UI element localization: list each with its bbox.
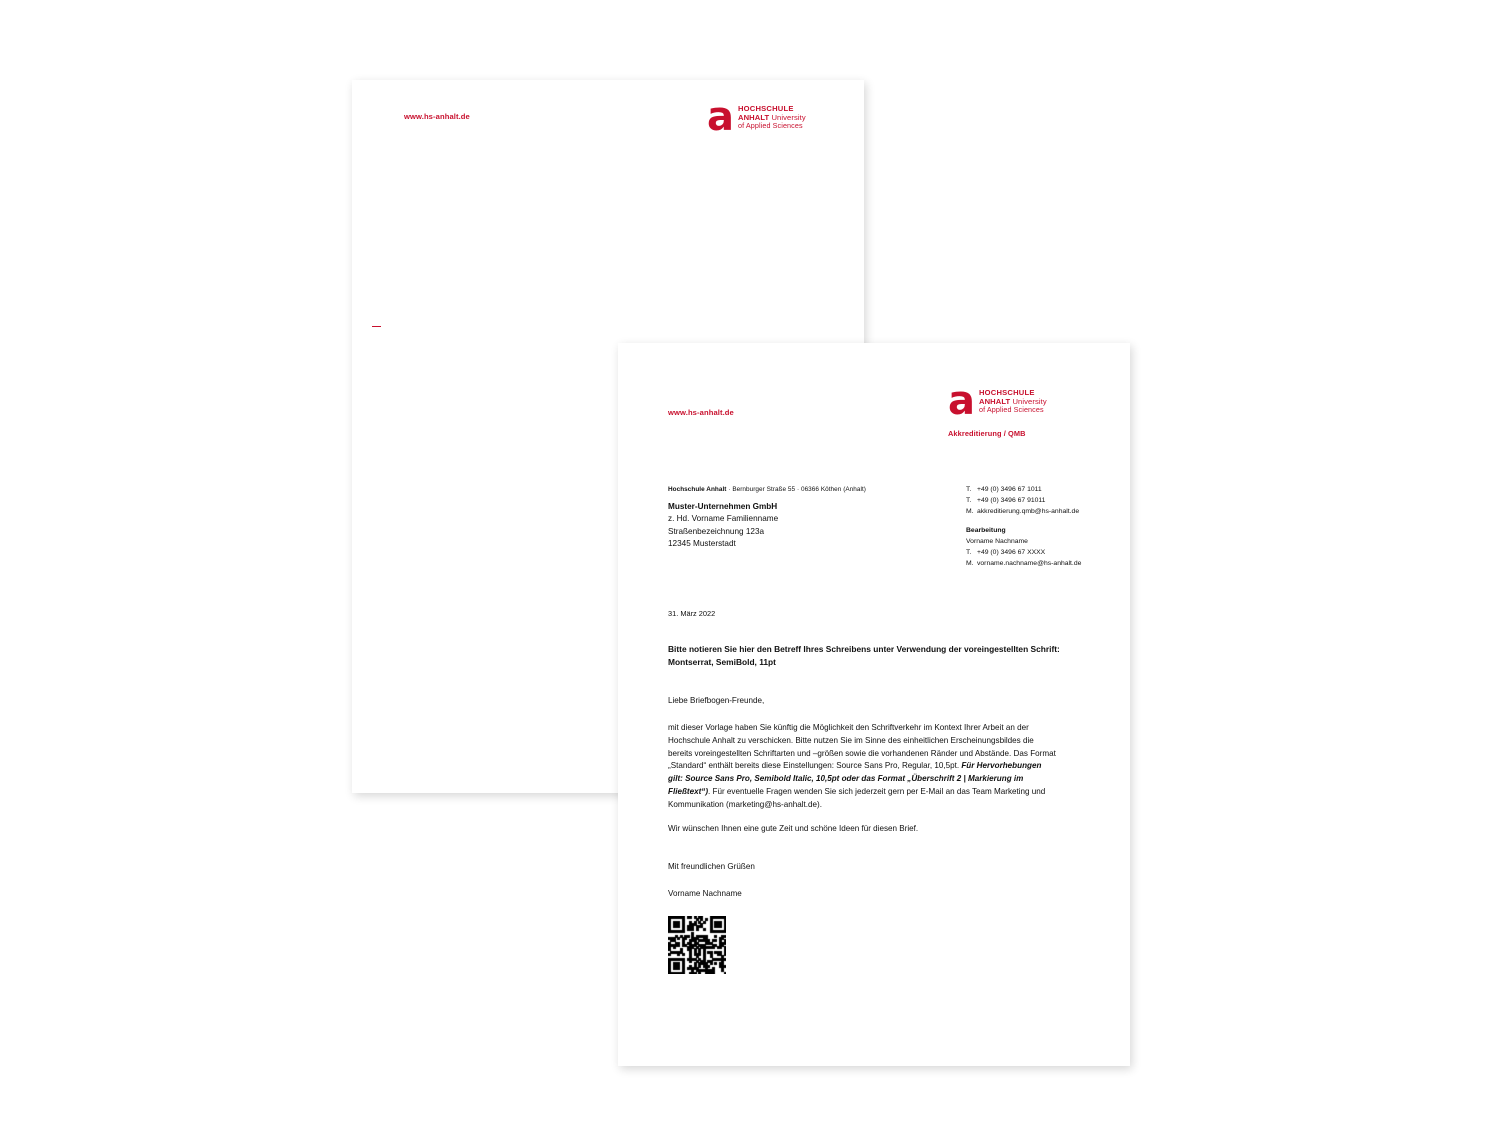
body-part-1: mit dieser Vorlage haben Sie künftig die Möglichkeit den Schriftverkehr im Kontext Ihrer Arbeit an der Hochschule Anhalt zu verschicken. Bitte nutzen Sie im Sinne des einheitlichen Erscheinungsbildes die bereits voreingestellten Schriftarten und –größen sowie die vorhandenen Ränder und Abstände. Das Format „Standard“ enthält bereits diese Einstellungen: Source Sans Pro, Regular, 10,5pt. [668,723,1056,771]
contact-phone-2: T. +49 (0) 3496 67 91011 [966,497,1046,504]
recipient-street: Straßenbezeichnung 123a [668,526,765,536]
fold-mark-dash [372,326,381,327]
body-emphasis: Für Hervorhebungen gilt: Source Sans Pro, Semibold Italic, 10,5pt oder das Format „Überschrift 2 | Markierung im Fließtext“) [668,761,1042,796]
editor-heading: Bearbeitung [966,527,1006,534]
logo-back [707,94,806,140]
logo-a-icon: a [707,94,733,140]
letter-body [668,722,1056,811]
contact-mail: M. akkreditierung.qmb@hs-anhalt.de [966,508,1080,515]
body-part-2: . Für eventuelle Fragen wenden Sie sich jederzeit gern per E-Mail an das Team Marketing und Kommunikation (marketing@hs-anhalt.de). [668,786,1046,809]
logo-line2: ANHALT University [979,396,1047,406]
logo-wordmark: HOCHSCHULE ANHALT University of Applied Sciences [979,388,1047,414]
editor-mail: M. vorname.nachname@hs-anhalt.de [966,560,1082,567]
qr-code [668,916,726,974]
recipient-address [668,501,778,551]
website-url-front: www.hs-anhalt.de [668,408,734,417]
letterhead-front-sheet [618,343,1130,1066]
website-url-back: www.hs-anhalt.de [404,112,470,121]
editor-name: Vorname Nachname [966,538,1028,545]
letter-subject: Bitte notieren Sie hier den Betreff Ihres Schreibens unter Verwendung der voreingestellten Schrift: Montserrat, SemiBold, 11pt [668,644,1060,667]
recipient-company: Muster-Unternehmen GmbH [668,502,778,511]
contact-block [966,484,1081,569]
recipient-city: 12345 Musterstadt [668,539,736,549]
logo-wordmark: HOCHSCHULE ANHALT University of Applied Sciences [738,104,806,130]
letter-closing: Mit freundlichen Grüßen [668,862,755,871]
editor-phone: T. +49 (0) 3496 67 XXXX [966,549,1046,556]
letter-wish: Wir wünschen Ihnen eine gute Zeit und schöne Ideen für diesen Brief. [668,824,919,833]
recipient-attention: z. Hd. Vorname Familienname [668,514,779,524]
contact-phone-1: T. +49 (0) 3496 67 1011 [966,486,1042,493]
letter-salutation: Liebe Briefbogen-Freunde, [668,696,765,705]
logo-front [948,378,1047,424]
logo-a-icon: a [948,378,974,424]
letter-signer: Vorname Nachname [668,889,742,898]
logo-line2: ANHALT University [738,112,806,122]
logo-subline: Akkreditierung / QMB [948,429,1026,438]
letter-date: 31. März 2022 [668,609,716,618]
sender-return-line: Hochschule Anhalt · Bernburger Straße 55 · 06366 Köthen (Anhalt) [668,486,866,493]
